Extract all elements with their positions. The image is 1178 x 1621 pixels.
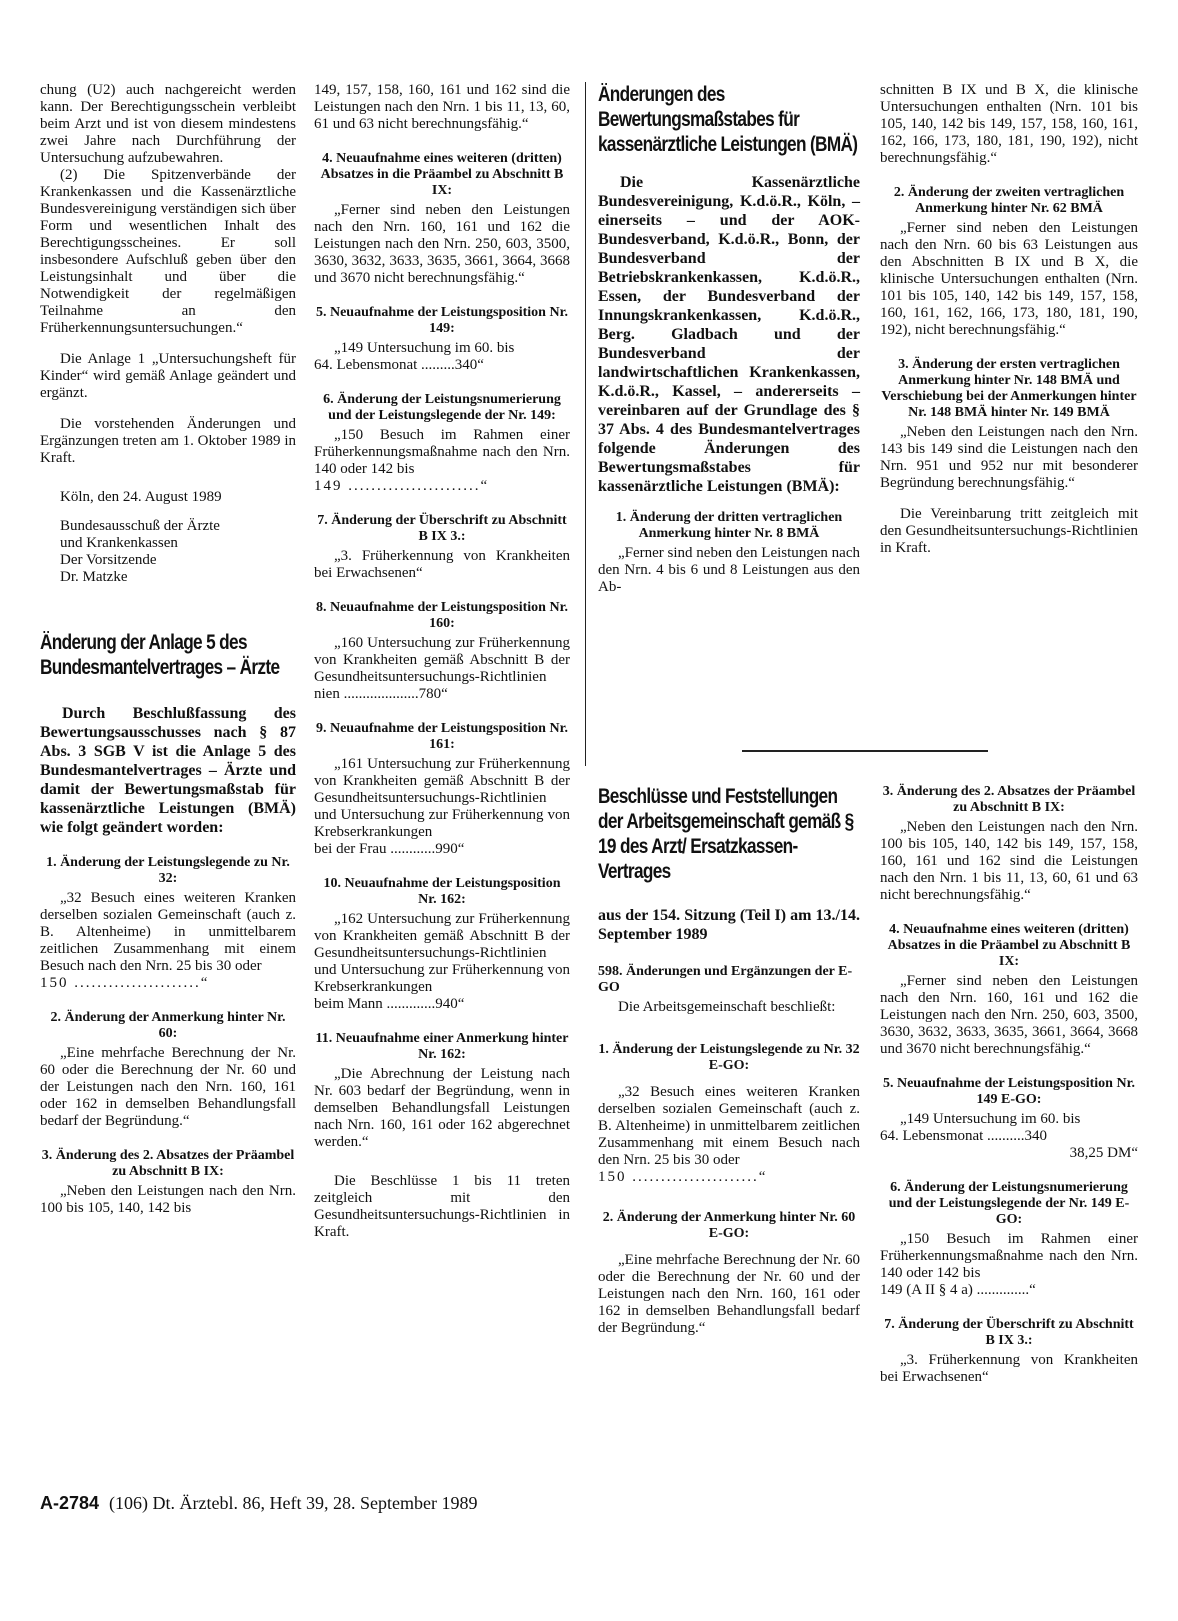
- lower-column-4: [880, 784, 1138, 1386]
- item-text: 64. Lebensmonat ..........340: [880, 1128, 1048, 1144]
- column-3: [598, 82, 860, 596]
- item-heading: 6. Änderung der Leistungsnumerierung und der Leistungslegende der Nr. 149:: [323, 392, 561, 423]
- item-text: „Eine mehrfache Berechnung der Nr. 60 oder die Berechnung der Nr. 60 und der Leistungen nach den Nrn. 160, 161 oder 162 in demselben Behandlungsfall bedarf der Begründung.“: [40, 1045, 296, 1129]
- item-heading: 2. Änderung der Anmerkung hinter Nr. 60:: [50, 1010, 286, 1041]
- column-divider: [585, 82, 586, 766]
- paragraph: Die vorstehenden Änderungen und Ergänzungen treten am 1. Oktober 1989 in Kraft.: [40, 416, 296, 466]
- section-subtitle: aus der 154. Sitzung (Teil I) am 13./14. September 1989: [598, 907, 860, 943]
- paragraph: schnitten B IX und B X, die klinische Untersuchungen enthalten (Nrn. 101 bis 105, 140, 142 bis 149, 157, 158, 160, 161, 162, 166, 173, 180, 181, 190, 192), nicht berechnungsfähig.“: [880, 82, 1138, 166]
- item-text: „32 Besuch eines weiteren Kranken derselben sozialen Gemeinschaft (auch z. B. Altenheime) in unmittelbarem zeitlichen Zusammenhang mit einem Besuch nach den Nrn. 25 bis 30 oder: [598, 1084, 860, 1168]
- item-text: „3. Früherkennung von Krankheiten bei Erwachsenen“: [314, 548, 570, 581]
- item-heading: 4. Neuaufnahme eines weiteren (dritten) Absatzes in die Präambel zu Abschnitt B IX:: [320, 151, 564, 198]
- item-text: 38,25 DM“: [1069, 1145, 1138, 1161]
- item-text: „Die Abrechnung der Leistung nach Nr. 603 bedarf der Begründung, wenn in demselben Behandlungsfall Leistungen nach Nrn. 160, 161 oder 162 abgerechnet werden.“: [314, 1066, 570, 1150]
- paragraph: Die Beschlüsse 1 bis 11 treten zeitgleich mit den Gesundheitsuntersuchungs-Richtlinien in Kraft.: [314, 1173, 570, 1240]
- column-2: [314, 82, 570, 1241]
- item-text: „149 Untersuchung im 60. bis: [334, 340, 515, 356]
- paragraph: (2) Die Spitzenverbände der Krankenkassen und die Kassenärztliche Bundesvereinigung verständigen sich über Form und wesentlichen Inhalt des Berechtigungsscheines. Er soll insbesondere Aufschluß geben über den Leistungsinhalt und über die Notwendigkeit der regelmäßigen Teilnahme an den Früherkennungsuntersuchungen.“: [40, 167, 296, 336]
- item-text: „149 Untersuchung im 60. bis: [900, 1111, 1081, 1127]
- item-text: „3. Früherkennung von Krankheiten bei Erwachsenen“: [880, 1352, 1138, 1385]
- item-text: beim Mann .............940“: [314, 996, 465, 1012]
- paragraph: Die Vereinbarung tritt zeitgleich mit den Gesundheitsuntersuchungs-Richtlinien in Kraft.: [880, 506, 1138, 556]
- item-heading: 3. Änderung der ersten vertraglichen Anmerkung hinter Nr. 148 BMÄ und Verschiebung bei der Anmerkungen hinter Nr. 148 BMÄ hinter Nr. 149 BMÄ: [881, 357, 1137, 420]
- source-line: (106) Dt. Ärztebl. 86, Heft 39, 28. September 1989: [109, 1493, 478, 1513]
- item-heading: 7. Änderung der Überschrift zu Abschnitt B IX 3.:: [317, 513, 567, 544]
- signature-line: und Krankenkassen: [60, 535, 178, 551]
- item-text: „162 Untersuchung zur Früherkennung von Krankheiten gemäß Abschnitt B der Gesundheitsuntersuchungs-Richtlinien und Untersuchung zur Früherkennung von Krebserkrankungen: [314, 911, 570, 995]
- paragraph: chung (U2) auch nachgereicht werden kann. Der Berechtigungsschein verbleibt beim Arzt und ist von diesem mindestens zwei Jahre nach Durchführung der Untersuchung aufzubewahren.: [40, 82, 296, 166]
- signature-line: Der Vorsitzende: [60, 552, 157, 568]
- paragraph: 149, 157, 158, 160, 161 und 162 sind die Leistungen nach den Nrn. 1 bis 11, 13, 60, 61 und 63 nicht berechnungsfähig.“: [314, 82, 570, 132]
- section-lead: Durch Beschlußfassung des Bewertungsausschusses nach § 87 Abs. 3 SGB V ist die Anlage 5 des Bundesmantelvertrages – Ärzte und damit der Bewertungsmaßstab für kassenärztliche Leistungen (BMÄ) wie folgt geändert worden:: [40, 705, 296, 836]
- item-heading: 10. Neuaufnahme der Leistungsposition Nr. 162:: [323, 876, 561, 907]
- item-text: bei der Frau ............990“: [314, 841, 465, 857]
- item-text: „Neben den Leistungen nach den Nrn. 100 bis 105, 140, 142 bis: [40, 1183, 296, 1216]
- item-heading: 1. Änderung der Leistungslegende zu Nr. 32:: [46, 855, 290, 886]
- item-heading: 11. Neuaufnahme einer Anmerkung hinter Nr. 162:: [315, 1031, 569, 1062]
- item-text: 150 ......................“: [598, 1169, 768, 1185]
- item-text: nien ....................780“: [314, 686, 448, 702]
- item-text: „150 Besuch im Rahmen einer Früherkennungsmaßnahme nach den Nrn. 140 oder 142 bis: [880, 1231, 1138, 1281]
- column-1: [40, 82, 296, 1217]
- item-text: „Eine mehrfache Berechnung der Nr. 60 oder die Berechnung der Nr. 60 und der Leistungen nach den Nrn. 160, 161 oder 162 in demselben Behandlungsfall bedarf der Begründung.“: [598, 1252, 860, 1336]
- item-text: „Ferner sind neben den Leistungen nach den Nrn. 60 bis 63 Leistungen aus den Abschnitten B IX und B X, die klinische Untersuchungen enthalten (Nrn. 101 bis 105, 140, 142 bis 149, 157, 158, 160, 161, 162, 166, 173, 180, 181, 190, 192), nicht berechnungsfähig.“: [880, 220, 1138, 338]
- item-heading: 6. Änderung der Leistungsnumerierung und der Leistungslegende der Nr. 149 E-GO:: [888, 1180, 1130, 1227]
- item-text: 149 (A II § 4 a) ..............“: [880, 1282, 1036, 1298]
- section-divider: [742, 750, 988, 752]
- item-heading: 2. Änderung der zweiten vertraglichen Anmerkung hinter Nr. 62 BMÄ: [893, 185, 1125, 216]
- signature-line: Bundesausschuß der Ärzte: [60, 518, 220, 534]
- paragraph: Die Anlage 1 „Untersuchungsheft für Kinder“ wird gemäß Anlage geändert und ergänzt.: [40, 351, 296, 401]
- item-text: „Neben den Leistungen nach den Nrn. 100 bis 105, 140, 142 bis 149, 157, 158, 160, 161 und 162 sind die Leistungen nach den Nrn. 1 bis 11, 13, 60, 61 und 63 nicht berechnungsfähig.“: [880, 819, 1138, 903]
- item-heading: 9. Neuaufnahme der Leistungsposition Nr. 161:: [315, 721, 569, 752]
- item-heading: 1. Änderung der Leistungslegende zu Nr. 32 E-GO:: [598, 1042, 860, 1073]
- page-footer: [40, 1492, 477, 1514]
- item-text: „Ferner sind neben den Leistungen nach den Nrn. 160, 161 und 162 die Leistungen nach den Nrn. 250, 603, 3500, 3630, 3632, 3633, 3635, 3661, 3664, 3668 und 3670 nicht berechnungsfähig.“: [880, 973, 1138, 1057]
- signature-block: [40, 518, 296, 586]
- item-text: 149 .......................“: [314, 478, 490, 494]
- item-text: 150 ......................“: [40, 975, 210, 991]
- item-text: „32 Besuch eines weiteren Kranken derselben sozialen Gemeinschaft (auch z. B. Altenheime) in unmittelbarem zeitlichen Zusammenhang mit einem Besuch nach den Nrn. 25 bis 30 oder: [40, 890, 296, 974]
- item-heading: 598. Änderungen und Ergänzungen der E-GO: [598, 964, 853, 995]
- item-heading: 5. Neuaufnahme der Leistungsposition Nr. 149 E-GO:: [882, 1076, 1136, 1107]
- signature-line: Dr. Matzke: [60, 569, 128, 585]
- item-text: „Neben den Leistungen nach den Nrn. 143 bis 149 sind die Leistungen nach den Nrn. 951 und 952 nur mit besonderer Begründung berechnungsfähig.“: [880, 424, 1138, 491]
- item-heading: 7. Änderung der Überschrift zu Abschnitt B IX 3.:: [884, 1317, 1134, 1348]
- item-heading: 4. Neuaufnahme eines weiteren (dritten) Absatzes in die Präambel zu Abschnitt B IX:: [887, 922, 1131, 969]
- item-text: 64. Lebensmonat .........340“: [314, 357, 484, 373]
- item-heading: 3. Änderung des 2. Absatzes der Präambel zu Abschnitt B IX:: [41, 1148, 295, 1179]
- item-heading: 8. Neuaufnahme der Leistungsposition Nr. 160:: [315, 600, 569, 631]
- item-heading: 2. Änderung der Anmerkung hinter Nr. 60 E-GO:: [602, 1210, 856, 1241]
- section-title: Änderung der Anlage 5 des Bundesmantelvertrages – Ärzte: [40, 631, 280, 679]
- section-title: Beschlüsse und Feststellungen der Arbeitsgemeinschaft gemäß § 19 des Arzt/ Ersatzkassen-Vertrages: [598, 785, 854, 883]
- item-text: „Ferner sind neben den Leistungen nach den Nrn. 160, 161 und 162 die Leistungen nach den Nrn. 250, 603, 3500, 3630, 3632, 3633, 3635, 3661, 3664, 3668 und 3670 nicht berechnungsfähig.“: [314, 202, 570, 286]
- section-title: Änderungen des Bewertungsmaßstabes für kassenärztliche Leistungen (BMÄ): [598, 83, 858, 156]
- item-text: „160 Untersuchung zur Früherkennung von Krankheiten gemäß Abschnitt B der Gesundheitsuntersuchungs-Richtlinien: [314, 635, 570, 685]
- page-number: A-2784: [40, 1493, 100, 1513]
- item-heading: 1. Änderung der dritten vertraglichen Anmerkung hinter Nr. 8 BMÄ: [615, 510, 843, 541]
- item-heading: 3. Änderung des 2. Absatzes der Präambel zu Abschnitt B IX:: [882, 784, 1136, 815]
- paragraph: Die Arbeitsgemeinschaft beschließt:: [618, 999, 836, 1015]
- place-date: Köln, den 24. August 1989: [60, 489, 222, 505]
- section-lead: Die Kassenärztliche Bundesvereinigung, K.d.ö.R., Köln, – einerseits – und der AOK-Bundesverband, K.d.ö.R., Bonn, der Bundesverband der Betriebskrankenkassen, K.d.ö.R., Essen, der Bundesverband der Innungskrankenkassen, K.d.ö.R., Berg. Gladbach und der Bundesverband der landwirtschaftlichen Krankenkassen, K.d.ö.R., Kassel, – andererseits – vereinbaren auf der Grundlage des § 37 Abs. 4 des Bundesmantelvertrages folgende Änderungen des Bewertungsmaßstabes für kassenärztliche Leistungen (BMÄ):: [598, 174, 860, 495]
- item-text: „161 Untersuchung zur Früherkennung von Krankheiten gemäß Abschnitt B der Gesundheitsuntersuchungs-Richtlinien und Untersuchung zur Früherkennung von Krebserkrankungen: [314, 756, 570, 840]
- item-text: „Ferner sind neben den Leistungen nach den Nrn. 4 bis 6 und 8 Leistungen aus den Ab-: [598, 545, 860, 595]
- column-4: [880, 82, 1138, 557]
- item-text: „150 Besuch im Rahmen einer Früherkennungsmaßnahme nach den Nrn. 140 oder 142 bis: [314, 427, 570, 477]
- item-heading: 5. Neuaufnahme der Leistungsposition Nr. 149:: [315, 305, 569, 336]
- lower-column-3: [598, 784, 860, 1337]
